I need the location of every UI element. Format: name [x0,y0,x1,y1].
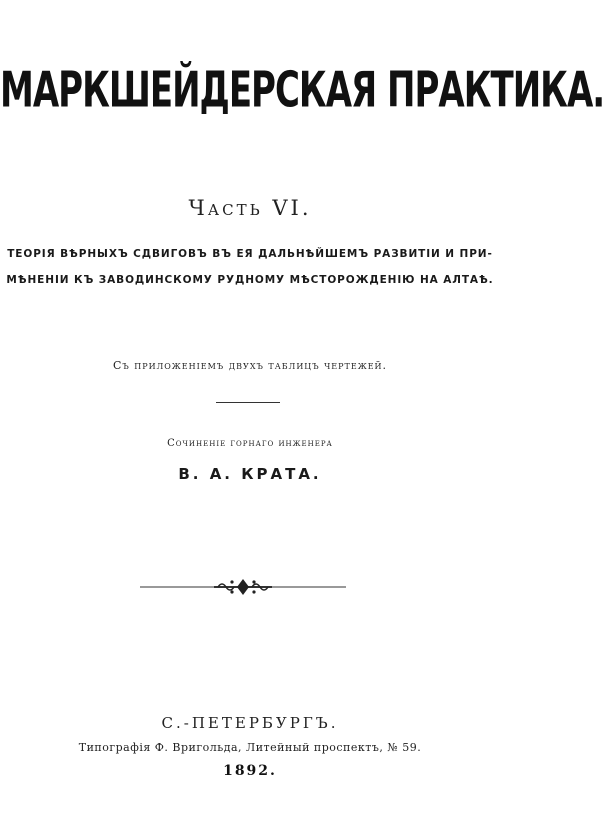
printer-imprint: Типографія Ф. Вригольда, Литейный проспектъ, № 59. [78,741,422,754]
author-name: В. А. КРАТА. [178,465,322,483]
ornamental-divider-icon [140,572,346,602]
part-number: Часть VI. [188,196,312,220]
subtitle-line-2: МѢНЕНІИ КЪ ЗАВОДИНСКОМУ РУДНОМУ МѢСТОРОЖДЕНІЮ НА АЛТАѢ. [6,274,494,286]
subtitle-line-1: ТЕОРІЯ ВѢРНЫХЪ СДВИГОВЪ ВЪ ЕЯ ДАЛЬНѢЙШЕМЪ РАЗВИТІИ И ПРИ- [7,248,493,260]
short-divider [216,402,280,403]
appendix-note: Съ приложеніемъ двухъ таблицъ чертежей. [112,359,388,372]
publication-year: 1892. [223,763,277,779]
publication-city: С.-ПЕТЕРБУРГЪ. [161,714,339,732]
book-title: МАРКШЕЙДЕРСКАЯ ПРАКТИКА. [0,61,604,120]
work-by-label: Сочиненіе горнаго инженера [167,438,333,449]
